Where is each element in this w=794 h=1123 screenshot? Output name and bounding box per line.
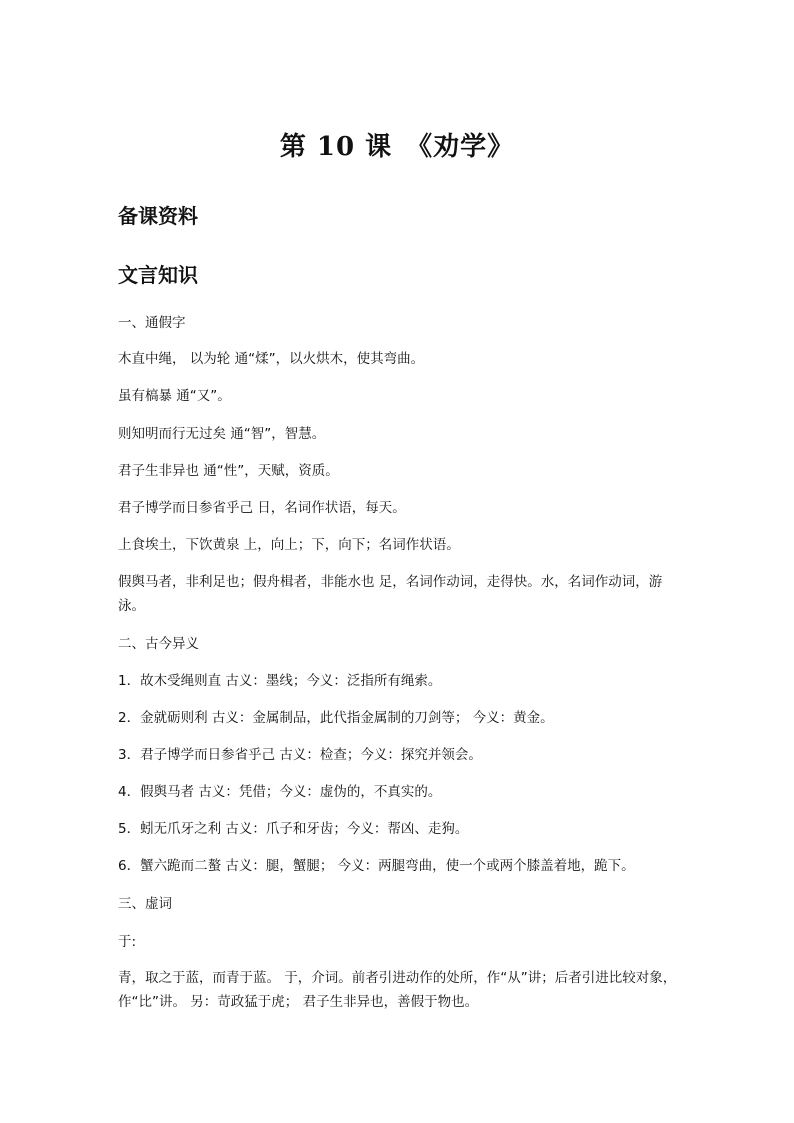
text-line: 君子生非异也 通“性”，天赋，资质。 — [118, 463, 339, 479]
text-line: 上食埃土，下饮黄泉 上，向上；下，向下；名词作状语。 — [118, 537, 460, 553]
page-title: 第 10 课 《劝学》 — [279, 132, 515, 162]
text-paragraph: 假舆马者，非利足也；假舟楫者，非能水也 足，名词作动词，走得快。水，名词作动词，游泳。 — [118, 574, 663, 614]
text-line: 虽有槁暴 通“又”。 — [118, 388, 231, 404]
section-heading-prep: 备课资料 — [118, 204, 198, 228]
subheading-tongjiazi: 一、通假字 — [118, 315, 186, 331]
list-item: 5．蚓无爪牙之利 古义：爪子和牙齿；今义：帮凶、走狗。 — [118, 821, 469, 837]
text-line: 则知明而行无过矣 通“智”，智慧。 — [118, 426, 326, 442]
subheading-gujin-yiyi: 二、古今异义 — [118, 636, 199, 652]
list-item: 6．蟹六跪而二螯 古义：腿，蟹腿； 今义：两腿弯曲，使一个或两个膝盖着地，跪下。 — [118, 858, 635, 874]
subheading-xuci: 三、虚词 — [118, 896, 172, 912]
text-paragraph: 青，取之于蓝，而青于蓝。 于，介词。前者引进动作的处所，作“从”讲；后者引进比较对象，作“比”讲。 另：苛政猛于虎； 君子生非异也，善假于物也。 — [118, 970, 677, 1010]
section-heading-knowledge: 文言知识 — [118, 263, 198, 287]
text-line: 君子博学而日参省乎己 日，名词作状语，每天。 — [118, 500, 406, 516]
list-item: 4．假舆马者 古义：凭借；今义：虚伪的，不真实的。 — [118, 784, 442, 800]
list-item: 2．金就砺则利 古义：金属制品，此代指金属制的刀剑等； 今义：黄金。 — [118, 710, 554, 726]
text-line: 木直中绳， 以为轮 通“煣”，以火烘木，使其弯曲。 — [118, 351, 425, 367]
list-item: 1．故木受绳则直 古义：墨线；今义：泛指所有绳索。 — [118, 673, 442, 689]
text-line: 于: — [118, 934, 137, 950]
list-item: 3．君子博学而日参省乎己 古义：检查；今义：探究并领会。 — [118, 747, 482, 763]
